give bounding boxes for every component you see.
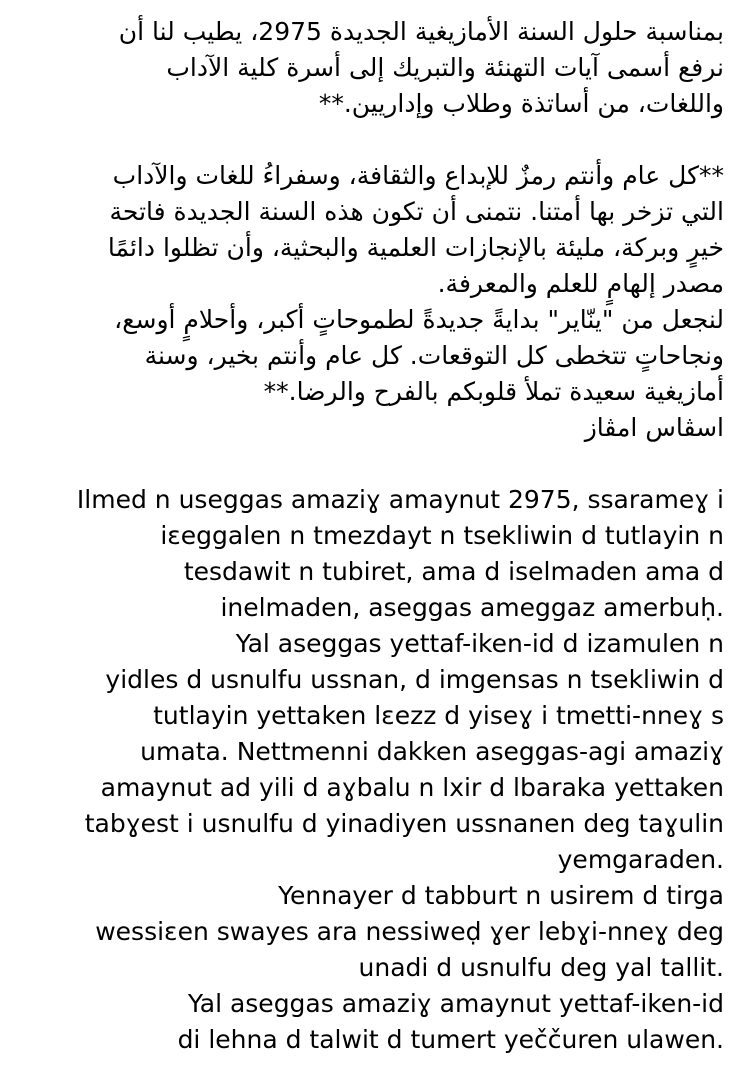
arabic-greeting-line: اسڨاس امڨاز: [584, 413, 724, 442]
arabic-paragraph-intro: بمناسبة حلول السنة الأمازيغية الجديدة 2975، يطيب لنا أن نرفع أسمى آيات التهنئة والتبريك إلى أسرة كلية الآداب واللغات، من أساتذة وطلاب وإداريين.**: [118, 17, 724, 118]
paragraph-spacer: [26, 122, 724, 158]
arabic-paragraph-yennayer: لنجعل من "ينّاير" بدايةً جديدةً لطموحاتٍ أكبر، وأحلامٍ أوسع، ونجاحاتٍ تتخطى كل التوقعات. كل عام وأنتم بخير، وسنة أمازيغية سعيدة تملأ قلوبكم بالفرح والرضا.**: [114, 305, 724, 406]
arabic-paragraph-wishes: **كل عام وأنتم رمزٌ للإبداع والثقافة، وسفراءُ للغات والآداب التي تزخر بها أمتنا. نتمنى أن تكون هذه السنة الجديدة فاتحة خيرٍ وبركة، مليئة بالإنجازات العلمية والبحثية، وأن تظلوا دائمًا مصدر إلهامٍ للعلم والمعرفة.: [107, 161, 724, 298]
berber-paragraph-closing: Yal aseggas amaziɣ amaynut yettaf-iken-id di lehna d talwit d tumert yeččuren ulawen.: [177, 989, 724, 1054]
berber-paragraph-yennayer: Yennayer d tabburt n usirem d tirga wessiɛen swayes ara nessiweḍ ɣer lebɣi-nneɣ deg unadi d usnulfu deg yal tallit.: [95, 881, 724, 982]
paragraph-spacer: [26, 446, 724, 482]
berber-paragraph-wishes: Yal aseggas yettaf-iken-id d izamulen n yidles d usnulfu ussnan, d imgensas n tsekliwin d tutlayin yettaken lɛezz d yiseɣ i tmetti-nneɣ s umata. Nettmenni dakken aseggas-agi amaziɣ amaynut ad yili d aɣbalu n lxir d lbaraka yettaken tabɣest i usnulfu d yinadiyen ussnanen deg taɣulin yemgaraden.: [84, 629, 724, 874]
berber-paragraph-intro: Ilmed n useggas amaziɣ amaynut 2975, ssarameɣ i iɛeggalen n tmezdayt n tsekliwin d tutlayin n tesdawit n tubiret, ama d iselmaden ama d inelmaden, aseggas ameggaz amerbuḥ.: [76, 485, 724, 622]
